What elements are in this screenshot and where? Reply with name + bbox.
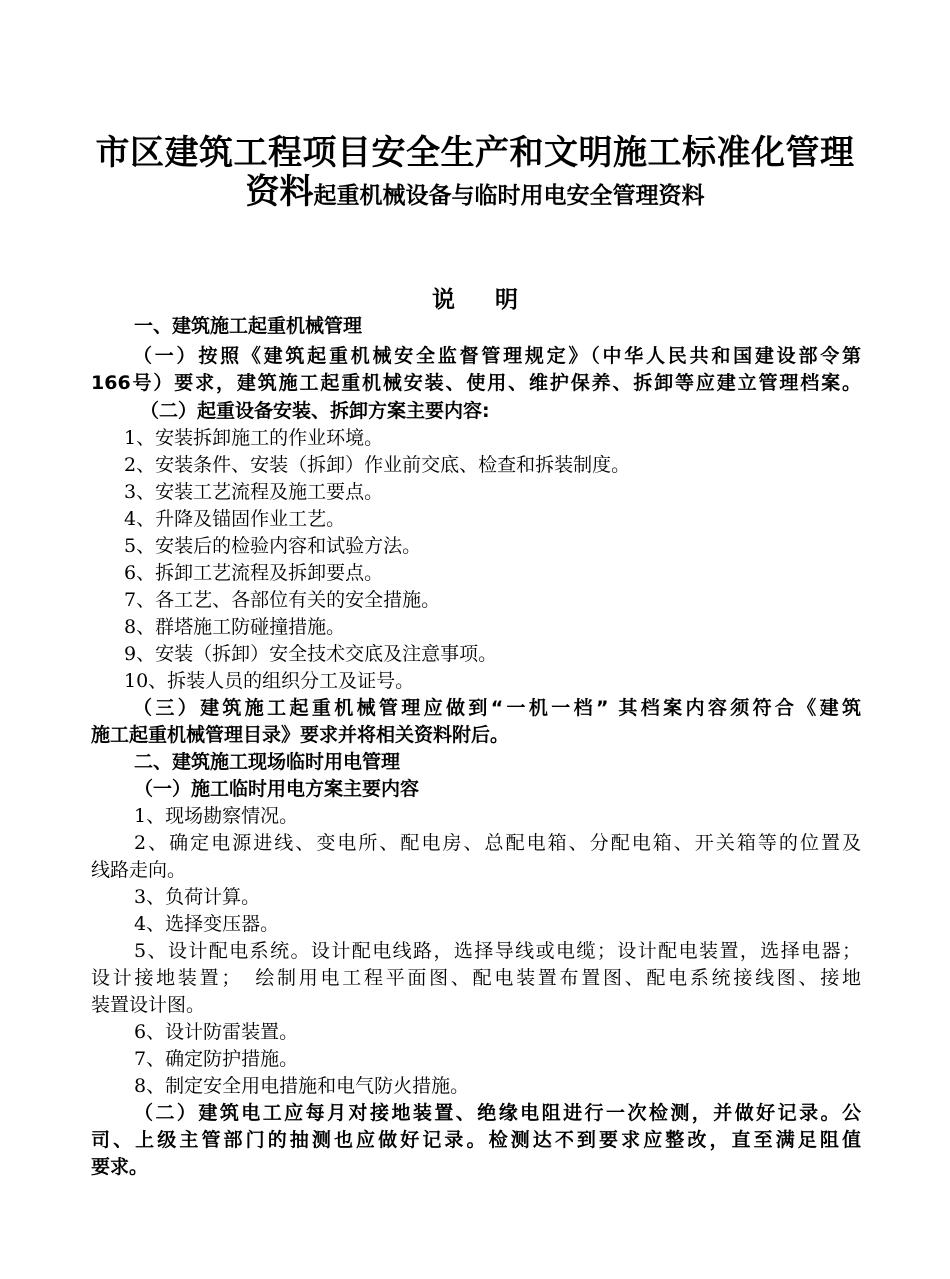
- subsection-heading: （一）施工临时用电方案主要内容: [134, 778, 420, 800]
- paragraph-line: （一）按照《建筑起重机械安全监督管理规定》（中华人民共和国建设部令第: [133, 345, 861, 367]
- list-item: 1、现场勘察情况。: [134, 805, 299, 827]
- list-item: 5、安装后的检验内容和试验方法。: [124, 535, 422, 557]
- list-item: 8、制定安全用电措施和电气防火措施。: [134, 1075, 470, 1097]
- paragraph-line: （三）建筑施工起重机械管理应做到“一机一档” 其档案内容须符合《建筑: [133, 697, 861, 719]
- list-item: 4、升降及锚固作业工艺。: [124, 508, 346, 530]
- paragraph-line: 要求。: [91, 1156, 149, 1178]
- paragraph-line: （二）建筑电工应每月对接地装置、绝缘电阻进行一次检测，并做好记录。公: [134, 1102, 861, 1124]
- document-subtitle: [0, 173, 950, 217]
- list-item: 7、各工艺、各部位有关的安全措施。: [124, 589, 441, 611]
- section-heading: 说明: [432, 287, 558, 313]
- title-subtitle-text: 起重机械设备与临时用电安全管理资料: [313, 183, 705, 209]
- list-item: 6、设计防雷装置。: [134, 1021, 299, 1043]
- paragraph-line: 司、上级主管部门的抽测也应做好记录。检测达不到要求应整改，直至满足阻值: [91, 1129, 861, 1151]
- list-item: 6、拆卸工艺流程及拆卸要点。: [124, 562, 384, 584]
- list-item-continuation: 装置设计图。: [91, 994, 206, 1016]
- list-item: 4、选择变压器。: [134, 913, 280, 935]
- section-2-heading: 二、建筑施工现场临时用电管理: [134, 751, 401, 773]
- list-item-continuation: 线路走向。: [91, 859, 187, 881]
- section-1-heading: 一、建筑施工起重机械管理: [134, 315, 363, 337]
- list-item-continuation: 设计接地装置； 绘制用电工程平面图、配电装置布置图、配电系统接线图、接地: [91, 967, 861, 989]
- list-item: 2、安装条件、安装（拆卸）作业前交底、检查和拆装制度。: [124, 454, 631, 476]
- list-item: 5、设计配电系统。设计配电线路，选择导线或电缆；设计配电装置，选择电器；: [134, 940, 861, 962]
- paragraph-line: 166号）要求，建筑施工起重机械安装、使用、维护保养、拆卸等应建立管理档案。: [91, 372, 861, 394]
- list-item: 7、确定防护措施。: [134, 1048, 299, 1070]
- paragraph-line: 施工起重机械管理目录》要求并将相关资料附后。: [91, 724, 510, 746]
- title-continuation: 资料: [245, 172, 314, 212]
- list-item: 2、确定电源进线、变电所、配电房、总配电箱、分配电箱、开关箱等的位置及: [134, 832, 861, 854]
- document-title: 市区建筑工程项目安全生产和文明施工标准化管理: [95, 133, 855, 173]
- subsection-heading: （二）起重设备安装、拆卸方案主要内容:: [140, 400, 490, 422]
- list-item: 10、拆装人员的组织分工及证号。: [124, 670, 415, 692]
- list-item: 1、安装拆卸施工的作业环境。: [124, 427, 384, 449]
- list-item: 3、负荷计算。: [134, 886, 261, 908]
- list-item: 3、安装工艺流程及施工要点。: [124, 481, 384, 503]
- list-item: 9、安装（拆卸）安全技术交底及注意事项。: [124, 643, 498, 665]
- list-item: 8、群塔施工防碰撞措施。: [124, 616, 346, 638]
